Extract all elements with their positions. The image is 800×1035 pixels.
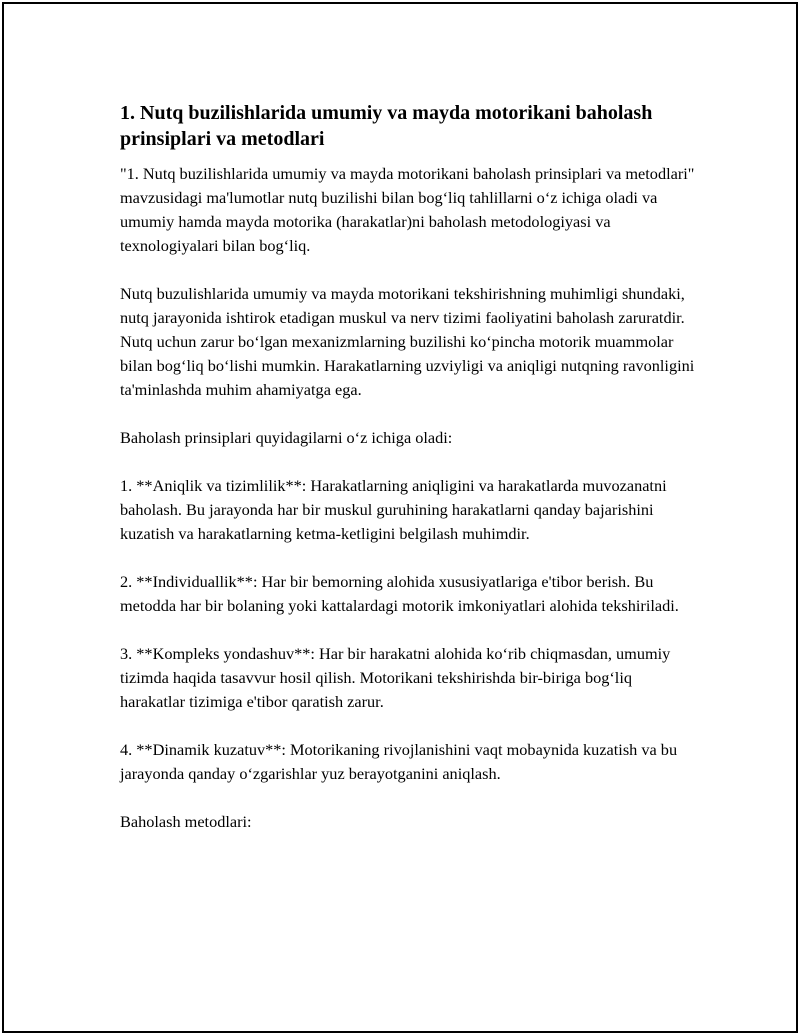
intro-paragraph: "1. Nutq buzilishlarida umumiy va mayda motorikani baholash prinsiplari va metodlari" mavzusidagi ma'lumotlar nutq buzilishi bilan bog‘liq tahlillarni o‘z ichiga oladi va umumiy hamda mayda motorika (harakatlar)ni baholash metodologiyasi va texnologiyalari bilan bog‘liq. bbox=[120, 164, 695, 255]
methods-heading: Baholash metodlari: bbox=[120, 812, 252, 831]
principle-item-4: 4. **Dinamik kuzatuv**: Motorikaning rivojlanishini vaqt mobaynida kuzatish va bu jarayonda qanday o‘zgarishlar yuz berayotganini aniqlash. bbox=[120, 740, 678, 783]
document-body bbox=[120, 100, 695, 858]
principles-intro: Baholash prinsiplari quyidagilarni o‘z ichiga oladi: bbox=[120, 428, 453, 447]
document-title: 1. Nutq buzilishlarida umumiy va mayda motorikani baholash prinsiplari va metodlari bbox=[120, 102, 653, 150]
principle-item-1: 1. **Aniqlik va tizimlilik**: Harakatlarning aniqligini va harakatlarda muvozanatni baholash. Bu jarayonda har bir muskul guruhining harakatlarni qanday bajarishini kuzatish va harakatlarning ketma-ketligini belgilash muhimdir. bbox=[120, 476, 667, 543]
page-frame bbox=[2, 2, 798, 1033]
importance-paragraph: Nutq buzulishlarida umumiy va mayda motorikani tekshirishning muhimligi shundaki, nutq jarayonida ishtirok etadigan muskul va nerv tizimi faoliyatini baholash zaruratdir. Nutq uchun zarur bo‘lgan mexanizmlarning buzilishi ko‘pincha motorik muammolar bilan bog‘liq bo‘lishi mumkin. Harakatlarning uzviyligi va aniqligi nutqning ravonligini ta'minlashda muhim ahamiyatga ega. bbox=[120, 284, 695, 399]
principle-item-2: 2. **Individuallik**: Har bir bemorning alohida xususiyatlariga e'tibor berish. Bu metodda har bir bolaning yoki kattalardagi motorik imkoniyatlari alohida tekshiriladi. bbox=[120, 572, 679, 615]
principle-item-3: 3. **Kompleks yondashuv**: Har bir harakatni alohida ko‘rib chiqmasdan, umumiy tizimda haqida tasavvur hosil qilish. Motorikani tekshirishda bir-biriga bog‘liq harakatlar tizimiga e'tibor qaratish zarur. bbox=[120, 644, 671, 711]
